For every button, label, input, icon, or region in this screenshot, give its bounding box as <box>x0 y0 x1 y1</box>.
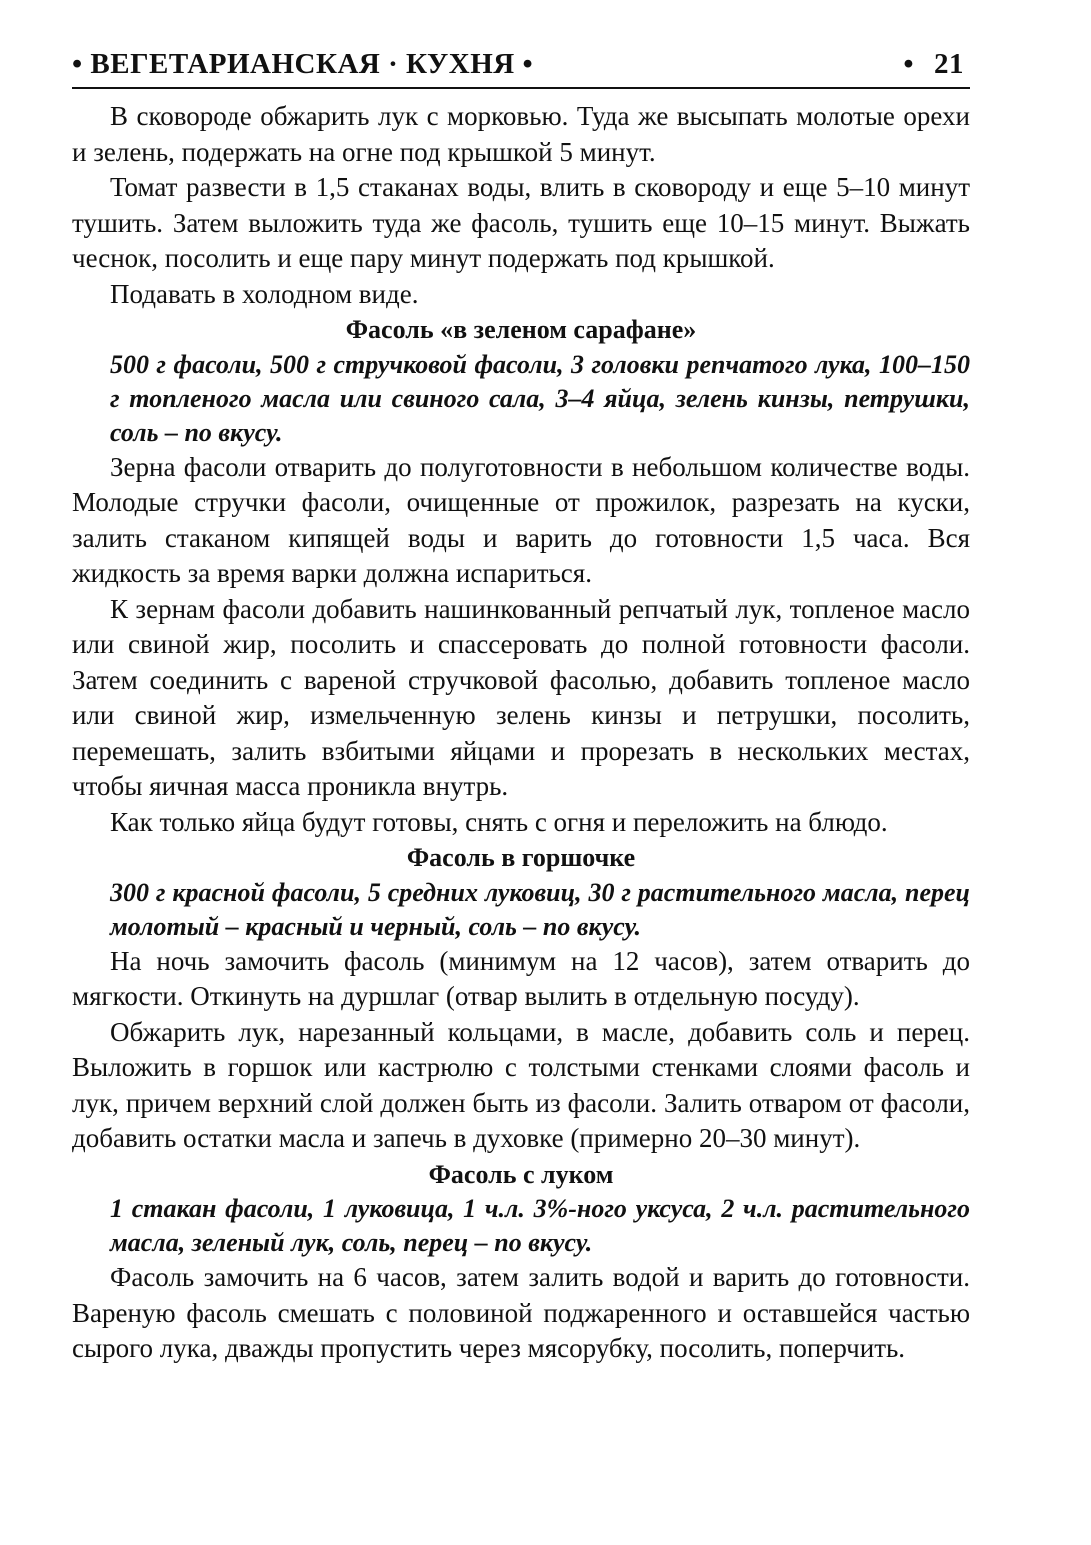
running-title: • ВЕГЕТАРИАНСКАЯ · КУХНЯ • <box>72 48 534 80</box>
recipe-step: Как только яйца будут готовы, снять с огня и переложить на блюдо. <box>110 806 888 837</box>
recipe-title: Фасоль в горшочке <box>406 843 636 872</box>
book-page <box>72 48 970 1367</box>
recipe-title: Фасоль «в зеленом сарафане» <box>345 315 697 344</box>
recipe-ingredients: 1 стакан фасоли, 1 луковица, 1 ч.л. 3%-ного уксуса, 2 ч.л. растительного масла, зеленый лук, соль, перец – по вкусу. <box>110 1194 970 1257</box>
recipe-section <box>72 312 970 840</box>
page-number: 21 <box>934 48 964 80</box>
recipe-ingredients: 500 г фасоли, 500 г стручковой фасоли, 3 головки репчатого лука, 100–150 г топленого масла или свиного сала, 3–4 яйца, зелень кинзы, петрушки, соль – по вкусу. <box>110 349 970 447</box>
recipe-section <box>72 1157 970 1367</box>
intro-paragraph: В сковороде обжарить лук с морковью. Туда же высыпать молотые орехи и зелень, подержать на огне под крышкой 5 минут. <box>72 101 970 167</box>
recipe-step: К зернам фасоли добавить нашинкованный репчатый лук, топленое масло или свиной жир, посолить и спассеровать до полной готовности фасоли. Затем соединить с вареной стручковой фасолью, добавить топленое масло или свиной жир, измельченную зелень кинзы и петрушки, посолить, перемешать, залить взбитыми яйцами и прорезать в нескольких местах, чтобы яичная масса проникла внутрь. <box>72 593 970 801</box>
recipe-step: Обжарить лук, нарезанный кольцами, в масле, добавить соль и перец. Выложить в горшок или кастрюлю с толстыми стенками слоями фасоль и лук, причем верхний слой должен быть из фасоли. Залить отваром от фасоли, добавить остатки масла и запечь в духовке (примерно 20–30 минут). <box>72 1016 970 1153</box>
recipe-step: На ночь замочить фасоль (минимум на 12 часов), затем отварить до мягкости. Откинуть на дуршлаг (отвар вылить в отдельную посуду). <box>72 945 970 1011</box>
recipe-step: Фасоль замочить на 6 часов, затем залить водой и варить до готовности. Вареную фасоль смешать с половиной поджаренного и оставшейся частью сырого лука, дважды пропустить через мясорубку, посолить, поперчить. <box>72 1262 970 1363</box>
page-content <box>72 99 970 1367</box>
recipe-step: Зерна фасоли отварить до полуготовности в небольшом количестве воды. Молодые стручки фасоли, очищенные от прожилок, разрезать на куски, залить стаканом кипящей воды и варить до готовности 1,5 часа. Вся жидкость за время варки должна испариться. <box>72 451 970 588</box>
recipe-ingredients: 300 г красной фасоли, 5 средних луковиц, 30 г растительного масла, перец молотый – красный и черный, соль – по вкусу. <box>110 877 970 941</box>
intro-paragraph: Подавать в холодном виде. <box>110 278 419 309</box>
recipe-section <box>72 840 970 1157</box>
header-bullet: • <box>903 48 914 80</box>
running-header <box>72 48 970 89</box>
intro-paragraph: Томат развести в 1,5 стаканах воды, влить в сковороду и еще 5–10 минут тушить. Затем выложить туда же фасоль, тушить еще 10–15 минут. Выжать чеснок, посолить и еще пару минут подержать под крышкой. <box>72 172 970 273</box>
header-right <box>903 48 970 81</box>
recipe-title: Фасоль с луком <box>428 1159 614 1189</box>
